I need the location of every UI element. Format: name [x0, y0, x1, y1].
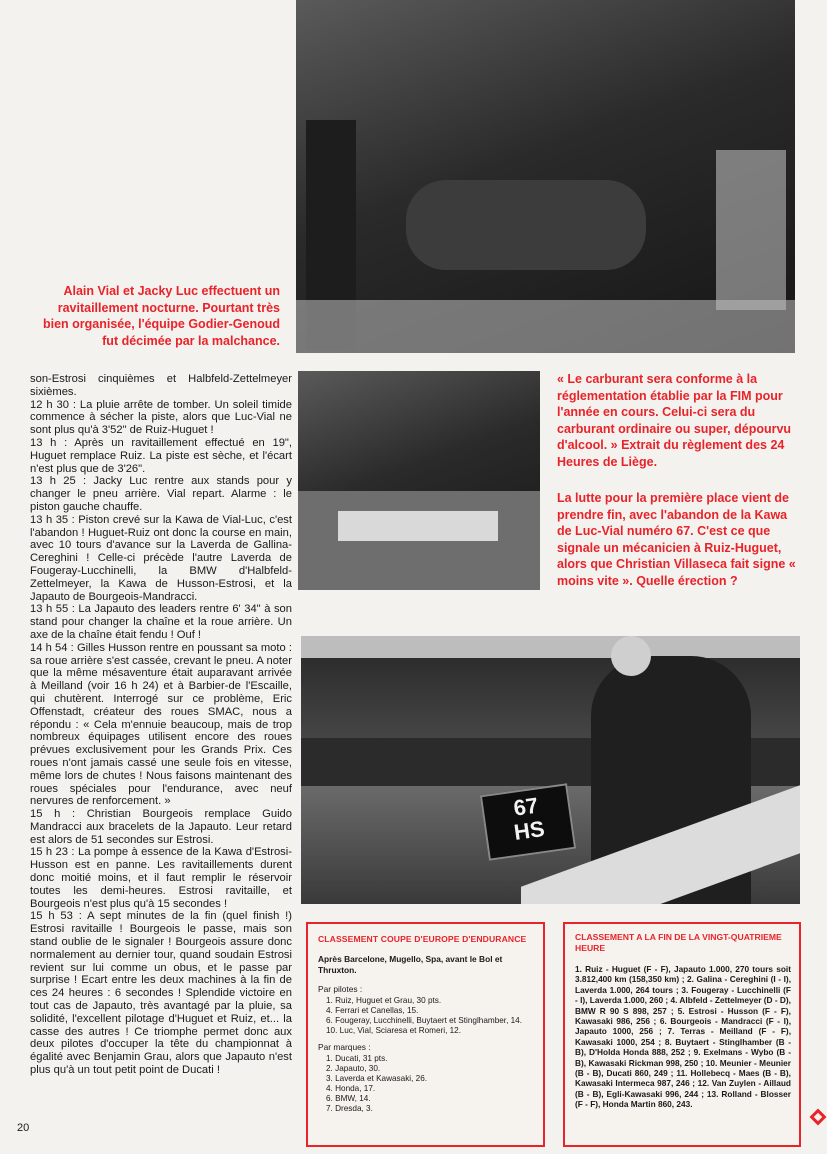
article-body — [30, 373, 292, 1077]
pilots-list — [318, 996, 533, 1036]
list-item: 6. BMW, 14. — [326, 1094, 371, 1103]
list-item: 4. Ferrari et Canellas, 15. — [326, 1006, 419, 1015]
list-item: 2. Japauto, 30. — [326, 1064, 381, 1073]
list-item: 4. Honda, 17. — [326, 1084, 376, 1093]
body-paragraph: 14 h 54 : Gilles Husson rentre en poussant sa moto : sa roue arrière s'est cassée, crevant le pneu. A noter que la même mésaventure était auparavant arrivée à Meilland (voir 16 h 24) et à Barbier-de l'Escaille, qui chutèrent. Interrogé sur ce problème, Eric Offenstadt, créateur des roues SMAC, nous a répondu : « Cela m'ennuie beaucoup, mais de trop nombreux équipages utilisent encore des roues prévues exclusivement pour les Grands Prix. Ces roues n'ont jamais cassé une seule fois en vitesse, même lors de chutes ! Nous faisons maintenant des roues spéciales pour l'endurance, avec neuf nervures de renforcement. » — [30, 641, 292, 808]
body-paragraph: 15 h : Christian Bourgeois remplace Guido Mandracci aux bracelets de la Japauto. Leur retard est alors de 51 secondes sur Estrosi. — [30, 808, 292, 846]
pit-stand-photo — [298, 371, 540, 590]
coupe-box-title: CLASSEMENT COUPE D'EUROPE D'ENDURANCE — [318, 934, 527, 944]
coupe-box-intro: Après Barcelone, Mugello, Spa, avant le Bol et Thruxton. — [318, 954, 503, 975]
list-item: 7. Dresda, 3. — [326, 1104, 373, 1113]
list-item: 6. Fougeray, Lucchinelli, Buytaert et Stinglhamber, 14. — [326, 1016, 523, 1025]
body-paragraph: 13 h : Après un ravitaillement effectué en 19", Huguet remplace Ruiz. La piste est sèche, et l'écart n'est plus que de 3'26". — [30, 436, 292, 475]
list-item: 10. Luc, Vial, Sciaresa et Romeri, 12. — [326, 1026, 462, 1035]
body-paragraph: 13 h 25 : Jacky Luc rentre aux stands pour y changer le pneu arrière. Vial repart. Alarme : le piston gauche chauffe. — [30, 475, 292, 513]
body-paragraph: 15 h 53 : A sept minutes de la fin (quel finish !) Estrosi ravitaille ! Bourgeois le passe, mais son stand oublie de le signaler ! Bourgeois assure donc normalement au dernier tour, quand soudain Estrosi revient sur lui comme un obus, et le passe par surprise ! Ecart entre les deux machines à la fin de ces 24 heures : 6 secondes ! Splendide victoire en tout cas de Japauto, très avantagé par la pluie, sa solidité, l'excellent pilotage d'Huguet et Ruiz, et... la casse des autres ! Ce triomphe permet donc aux deux pilotes d'occuper la tête du championnat à égalité avec Benjamin Grau, alors que Japauto n'est plus qu'à un tout petit point de Ducati ! — [30, 910, 292, 1077]
final-box-title: CLASSEMENT A LA FIN DE LA VINGT-QUATRIEME HEURE — [575, 932, 782, 953]
page-number: 20 — [17, 1122, 30, 1134]
body-paragraph: 15 h 23 : La pompe à essence de la Kawa d'Estrosi-Husson est en panne. Les ravitaillements durent donc moitié moins, et il faut remplir le réservoir toutes les demi-heures. Estrosi ravitaille, et Bourgeois n'est plus qu'à 15 secondes ! — [30, 846, 292, 910]
body-paragraph: 12 h 30 : La pluie arrête de tomber. Un soleil timide commence à sécher la piste, alors que Luc-Vial ne sont plus qu'à 3'52" de Ruiz-Huguet ! — [30, 398, 292, 437]
list-item: 3. Laverda et Kawasaki, 26. — [326, 1074, 428, 1083]
list-item: 1. Ducati, 31 pts. — [326, 1054, 388, 1063]
regulation-quote: « Le carburant sera conforme à la réglementation établie par la FIM pour l'année en cours. Celui-ci sera du carburant ordinaire ou super, dépourvu d'alcool. » Extrait du règlement des 24 Heures de Liège. — [557, 372, 792, 469]
pit-board-number: 67 — [511, 792, 540, 821]
body-paragraph: 13 h 35 : Piston crevé sur la Kawa de Vial-Luc, c'est l'abandon ! Huguet-Ruiz ont donc la course en main, avec 10 tours d'avance sur la Laverda de Gallina-Cereghini ! Celle-ci précède l'autre Laverda de Fougeray-Lucchinelli, la BMW d'Halbfeld-Zettelmeyer, la Kawa de Husson-Estrosi, et la Japauto de Bourgeois-Mandracci. — [30, 513, 292, 603]
middle-photo-caption: La lutte pour la première place vient de prendre fin, avec l'abandon de la Kawa de Luc-Vial numéro 67. C'est ce que signale un mécanicien à Ruiz-Huguet, alors que Christian Villaseca fait signe « moins vite ». Quelle érection ? — [557, 491, 796, 588]
brands-label: Par marques : — [318, 1042, 371, 1052]
final-box-text: 1. Ruiz - Huguet (F - F), Japauto 1.000, 270 tours soit 3.812,400 km (158,350 km) ; 2. Galina - Cereghini (I - I), Laverda 1.000, 264 tours ; 3. Fougeray - Lucchinelli (F - I), Laverda 1.000, 260 ; 4. Albfeld - Zettelmeyer (D - D), BMW R 90 S 898, 257 ; 5. Estrosi - Husson (F - F), Kawasaki 986, 256 ; 6. Bourgeois - Mandracci (F - I), Japauto 1000, 256 ; 7. Terras - Meilland (F - F), Kawasaki 1000, 254 ; 8. Buytaert - Stinglhamber (B - B), D'Holda Honda 888, 252 ; 9. Exelmans - Wybo (B - B), Kawasaki Rickman 998, 250 ; 10. Meunier - Meunier (B - B), Ducati 860, 249 ; 11. Hollebecq - Maes (B - B), Kawasaki Intermeca 987, 246 ; 12. Van Zuylen - Aillaud (B - B), Egli-Kawasaki 996, 244 ; 13. Rolland - Blosser (F - F), Honda Martin 860, 243. — [575, 964, 791, 1110]
pit-board-status: HS — [512, 815, 547, 845]
brands-list — [318, 1054, 533, 1114]
pit-board-sign — [480, 783, 576, 861]
list-item: 1. Ruiz, Huguet et Grau, 30 pts. — [326, 996, 442, 1005]
pilots-label: Par pilotes : — [318, 984, 363, 994]
track-signal-photo — [301, 636, 800, 904]
body-paragraph: son-Estrosi cinquièmes et Halbfeld-Zettelmeyer sixièmes. — [30, 373, 292, 398]
top-photo-caption: Alain Vial et Jacky Luc effectuent un ravitaillement nocturne. Pourtant très bien organisée, l'équipe Godier-Genoud fut décimée par la malchance. — [42, 284, 280, 348]
coupe-europe-standings — [306, 922, 545, 1147]
corner-mark-icon — [810, 1109, 827, 1126]
final-classification — [563, 922, 801, 1147]
pit-stop-photo — [296, 0, 795, 353]
body-paragraph: 13 h 55 : La Japauto des leaders rentre 6' 34" à son stand pour changer la chaîne et la roue arrière. Un axe de la chaîne était fendu ! Ouf ! — [30, 603, 292, 641]
